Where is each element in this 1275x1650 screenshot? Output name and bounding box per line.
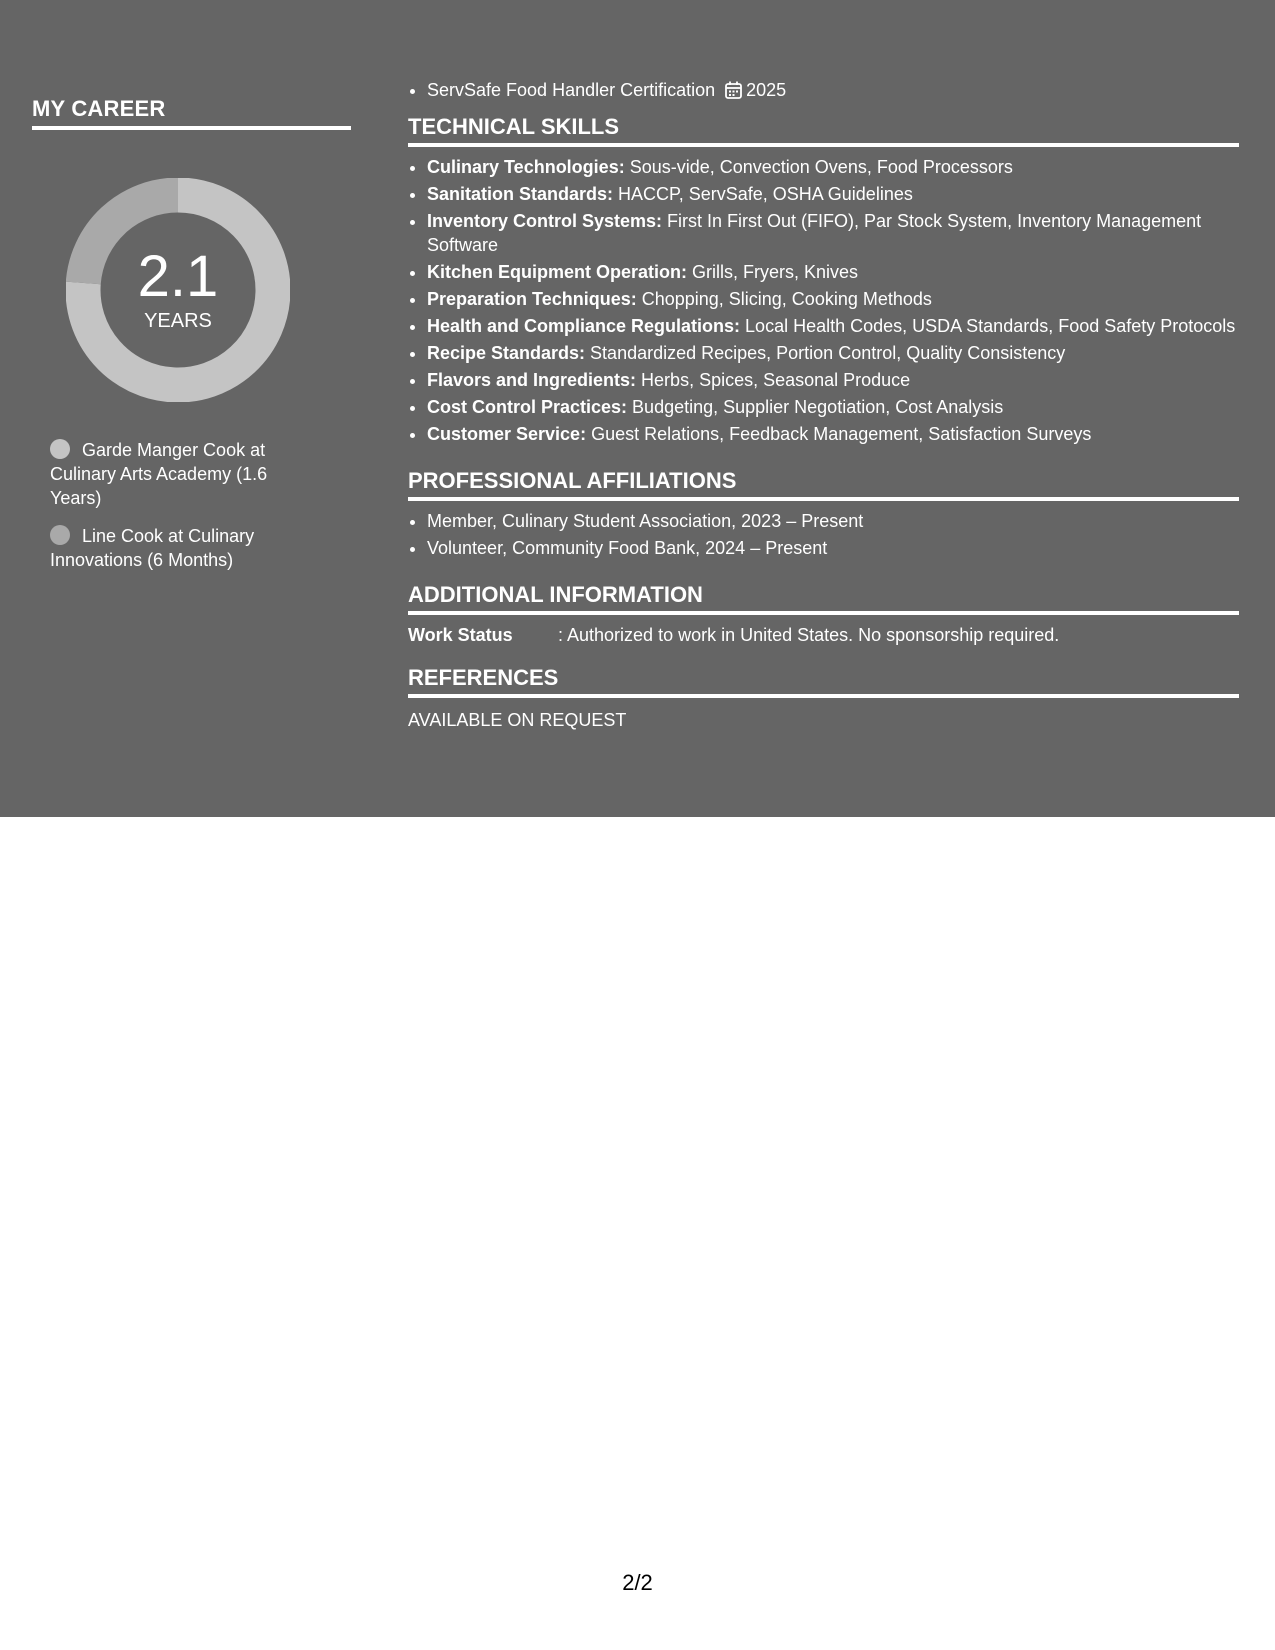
affiliation-item: • Member, Culinary Student Association, 2023 – Present — [427, 509, 1239, 533]
work-status-value: : Authorized to work in United States. No sponsorship required. — [558, 625, 1060, 645]
additional-info-title: ADDITIONAL INFORMATION — [408, 582, 1239, 615]
page-number: 2/2 — [622, 1570, 653, 1595]
legend-dot-icon — [50, 439, 70, 459]
skill-item — [427, 422, 1239, 446]
skill-label: Flavors and Ingredients: — [427, 370, 637, 390]
skill-item — [427, 395, 1239, 419]
skill-text: Grills, Fryers, Knives — [687, 262, 859, 282]
skill-item — [427, 314, 1239, 338]
skill-label: Inventory Control Systems: — [427, 211, 663, 231]
skill-item — [427, 209, 1239, 257]
affiliations-list — [408, 509, 1239, 560]
skill-text: Standardized Recipes, Portion Control, Quality Consistency — [585, 343, 1066, 363]
skill-text: HACCP, ServSafe, OSHA Guidelines — [613, 184, 913, 204]
main-content — [408, 78, 1239, 731]
skill-label: Customer Service: — [427, 424, 587, 444]
skill-text: Budgeting, Supplier Negotiation, Cost Analysis — [627, 397, 1004, 417]
affiliation-item: • Volunteer, Community Food Bank, 2024 – Present — [427, 536, 1239, 560]
technical-skills-list — [408, 155, 1239, 446]
certification-year: 2025 — [746, 80, 787, 100]
calendar-icon — [725, 81, 742, 99]
skill-item — [427, 182, 1239, 206]
skill-text: Chopping, Slicing, Cooking Methods — [636, 289, 932, 309]
career-years-value: 2.1 — [137, 243, 219, 309]
career-title: MY CAREER — [32, 96, 351, 130]
career-legend — [50, 438, 310, 586]
skill-item — [427, 260, 1239, 284]
donut-center — [66, 178, 290, 402]
skill-text: Local Health Codes, USDA Standards, Food Safety Protocols — [740, 316, 1236, 336]
work-status-row — [408, 623, 1239, 647]
references-text: AVAILABLE ON REQUEST — [408, 710, 627, 730]
sidebar — [32, 96, 351, 570]
skill-text: First In First Out (FIFO), Par Stock System, Inventory Management Software — [427, 211, 1202, 255]
legend-dot-icon — [50, 525, 70, 545]
technical-skills-title: TECHNICAL SKILLS — [408, 114, 1239, 147]
career-legend-label: Line Cook at Culinary Innovations (6 Months) — [50, 526, 255, 570]
skill-item — [427, 368, 1239, 392]
skill-label: Kitchen Equipment Operation: — [427, 262, 688, 282]
skill-text: Guest Relations, Feedback Management, Satisfaction Surveys — [586, 424, 1092, 444]
work-status-label: Work Status — [408, 625, 513, 645]
certification-item — [427, 78, 1239, 102]
career-legend-item — [50, 438, 310, 510]
career-years-unit: YEARS — [144, 309, 212, 332]
skill-item — [427, 155, 1239, 179]
skill-text: Sous-vide, Convection Ovens, Food Processors — [624, 157, 1013, 177]
skill-label: Sanitation Standards: — [427, 184, 614, 204]
skill-text: Herbs, Spices, Seasonal Produce — [636, 370, 911, 390]
career-legend-label: Garde Manger Cook at Culinary Arts Academy (1.6 Years) — [50, 440, 268, 508]
career-legend-item — [50, 524, 310, 572]
skill-label: Preparation Techniques: — [427, 289, 637, 309]
certification-list — [408, 78, 1239, 102]
certification-name: ServSafe Food Handler Certification — [427, 80, 716, 100]
skill-label: Recipe Standards: — [427, 343, 586, 363]
references-title: REFERENCES — [408, 665, 1239, 698]
skill-label: Cost Control Practices: — [427, 397, 628, 417]
skill-item — [427, 287, 1239, 311]
skill-label: Culinary Technologies: — [427, 157, 625, 177]
skill-label: Health and Compliance Regulations: — [427, 316, 741, 336]
skill-item — [427, 341, 1239, 365]
affiliations-title: PROFESSIONAL AFFILIATIONS — [408, 468, 1239, 501]
page-panel — [0, 0, 1275, 817]
